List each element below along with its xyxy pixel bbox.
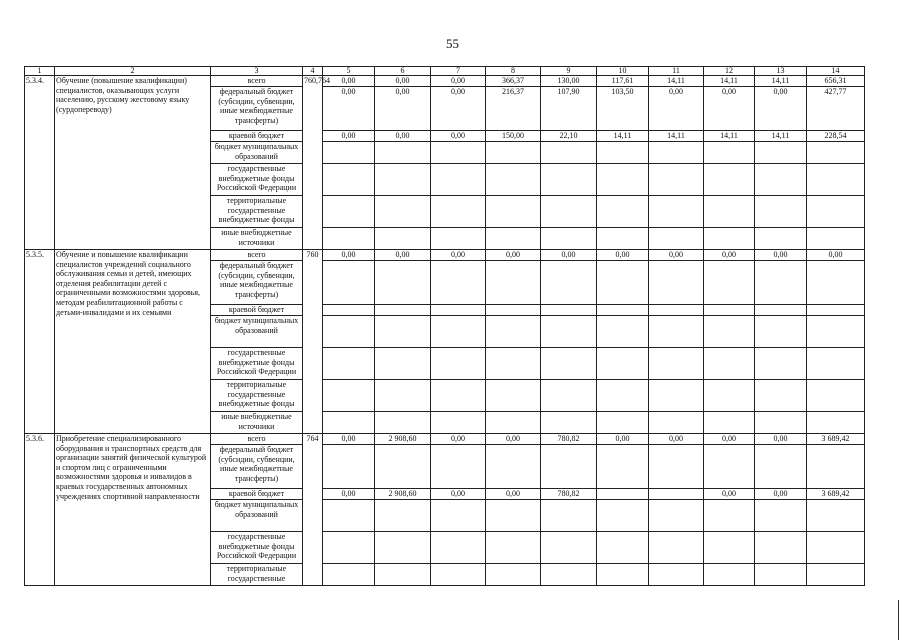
amount-cell [431,164,486,196]
budget-code: 760,764 [303,76,323,250]
amount-cell [541,412,597,434]
funding-source: бюджет муниципальных образований [211,316,303,348]
amount-cell [649,305,704,316]
column-number-row [25,67,865,76]
measure-name: Обучение и повышение квалификации специалистов учреждений социального обслуживания семьи и детей, имеющих отделения реабилитации детей с ограниченными возможностями здоровья, методам реабилитационной работы с детьми-инвалидами и их семьями [55,250,211,434]
funding-source: всего [211,250,303,261]
amount-cell [541,348,597,380]
amount-cell: 0,00 [323,131,375,142]
amount-cell [649,261,704,305]
funding-source: территориальные государственные внебюджетные фонды [211,380,303,412]
amount-cell [755,142,807,164]
table-row [25,76,865,87]
amount-cell [597,305,649,316]
amount-cell: 0,00 [704,434,755,445]
amount-cell: 0,00 [375,76,431,87]
amount-cell: 0,00 [755,489,807,500]
amount-cell [541,196,597,228]
amount-cell: 14,11 [755,76,807,87]
amount-cell: 0,00 [704,489,755,500]
funding-source: краевой бюджет [211,131,303,142]
amount-cell [704,142,755,164]
amount-cell [375,500,431,532]
amount-cell [431,228,486,250]
amount-cell [486,380,541,412]
amount-cell [704,196,755,228]
amount-cell [807,532,865,564]
amount-cell: 0,00 [649,250,704,261]
funding-source: территориальные государственные [211,564,303,586]
amount-cell [807,445,865,489]
amount-cell [541,164,597,196]
funding-source: краевой бюджет [211,305,303,316]
amount-cell [649,316,704,348]
amount-cell [755,380,807,412]
amount-cell: 0,00 [649,434,704,445]
amount-cell [431,532,486,564]
amount-cell [486,164,541,196]
amount-cell [323,380,375,412]
amount-cell: 14,11 [704,76,755,87]
amount-cell: 0,00 [486,250,541,261]
amount-cell [541,316,597,348]
amount-cell: 0,00 [755,434,807,445]
amount-cell [704,412,755,434]
amount-cell [486,196,541,228]
amount-cell: 228,54 [807,131,865,142]
amount-cell [375,196,431,228]
amount-cell [323,316,375,348]
amount-cell [597,348,649,380]
amount-cell [755,532,807,564]
amount-cell [323,412,375,434]
amount-cell [375,412,431,434]
amount-cell: 0,00 [704,250,755,261]
budget-code: 760 [303,250,323,434]
amount-cell [755,445,807,489]
amount-cell: 0,00 [704,87,755,131]
budget-table [24,66,865,586]
amount-cell: 14,11 [704,131,755,142]
column-number: 7 [431,67,486,76]
amount-cell [323,228,375,250]
amount-cell [755,305,807,316]
table-row [25,434,865,445]
amount-cell [323,564,375,586]
column-number: 5 [323,67,375,76]
amount-cell: 0,00 [755,250,807,261]
amount-cell [375,380,431,412]
amount-cell [649,564,704,586]
amount-cell [807,380,865,412]
amount-cell [649,412,704,434]
funding-source: государственные внебюджетные фонды Российской Федерации [211,348,303,380]
amount-cell [597,261,649,305]
amount-cell [807,564,865,586]
amount-cell: 2 908,60 [375,434,431,445]
amount-cell: 780,82 [541,434,597,445]
amount-cell: 780,82 [541,489,597,500]
scan-edge-line [898,600,899,640]
amount-cell: 0,00 [323,434,375,445]
measure-name: Обучение (повышение квалификации) специалистов, оказывающих услуги населению, русскому жестовому языку (сурдопереводу) [55,76,211,250]
amount-cell [704,348,755,380]
amount-cell [597,489,649,500]
amount-cell [755,316,807,348]
amount-cell [486,412,541,434]
amount-cell: 14,11 [597,131,649,142]
amount-cell [431,316,486,348]
amount-cell [323,164,375,196]
amount-cell [704,228,755,250]
amount-cell [431,196,486,228]
amount-cell: 0,00 [375,250,431,261]
column-number: 8 [486,67,541,76]
amount-cell [486,228,541,250]
amount-cell: 2 908,60 [375,489,431,500]
amount-cell: 117,61 [597,76,649,87]
amount-cell [597,445,649,489]
amount-cell [486,142,541,164]
column-number: 14 [807,67,865,76]
amount-cell [755,228,807,250]
amount-cell: 107,90 [541,87,597,131]
column-number: 13 [755,67,807,76]
amount-cell [807,261,865,305]
amount-cell [541,380,597,412]
column-number: 4 [303,67,323,76]
amount-cell: 103,50 [597,87,649,131]
amount-cell [431,261,486,305]
column-number: 9 [541,67,597,76]
amount-cell [649,489,704,500]
funding-source: федеральный бюджет (субсидии, субвенции, иные межбюджетные трансферты) [211,87,303,131]
amount-cell: 0,00 [323,250,375,261]
column-number: 3 [211,67,303,76]
amount-cell: 0,00 [431,131,486,142]
amount-cell: 0,00 [431,87,486,131]
amount-cell [323,445,375,489]
amount-cell [486,261,541,305]
funding-source: федеральный бюджет (субсидии, субвенции, иные межбюджетные трансферты) [211,445,303,489]
column-number: 6 [375,67,431,76]
amount-cell [597,500,649,532]
amount-cell [649,228,704,250]
amount-cell [486,564,541,586]
amount-cell [375,164,431,196]
funding-source: государственные внебюджетные фонды Российской Федерации [211,532,303,564]
amount-cell: 0,00 [323,87,375,131]
amount-cell [541,500,597,532]
amount-cell [649,142,704,164]
column-number: 11 [649,67,704,76]
amount-cell [597,228,649,250]
funding-source: территориальные государственные внебюджетные фонды [211,196,303,228]
amount-cell [649,380,704,412]
amount-cell [541,228,597,250]
amount-cell [807,164,865,196]
amount-cell [541,532,597,564]
amount-cell: 0,00 [375,131,431,142]
amount-cell [323,261,375,305]
amount-cell [704,564,755,586]
funding-source: краевой бюджет [211,489,303,500]
amount-cell [431,348,486,380]
amount-cell: 0,00 [431,434,486,445]
amount-cell [704,316,755,348]
amount-cell: 0,00 [486,489,541,500]
row-index: 5.3.5. [25,250,55,434]
amount-cell [649,500,704,532]
amount-cell [755,564,807,586]
amount-cell: 427,77 [807,87,865,131]
funding-source: государственные внебюджетные фонды Российской Федерации [211,164,303,196]
amount-cell [755,164,807,196]
amount-cell [704,261,755,305]
budget-code: 764 [303,434,323,586]
amount-cell [541,564,597,586]
amount-cell [755,196,807,228]
amount-cell [486,305,541,316]
amount-cell [375,445,431,489]
amount-cell: 0,00 [486,434,541,445]
amount-cell [541,261,597,305]
funding-source: федеральный бюджет (субсидии, субвенции, иные межбюджетные трансферты) [211,261,303,305]
amount-cell: 14,11 [649,131,704,142]
amount-cell [649,445,704,489]
amount-cell [597,142,649,164]
column-number: 1 [25,67,55,76]
amount-cell: 22,10 [541,131,597,142]
amount-cell [807,316,865,348]
amount-cell [375,305,431,316]
amount-cell [486,348,541,380]
amount-cell [755,261,807,305]
amount-cell [323,196,375,228]
amount-cell [541,305,597,316]
amount-cell [431,412,486,434]
amount-cell [486,445,541,489]
amount-cell [807,142,865,164]
amount-cell [431,500,486,532]
amount-cell: 0,00 [431,76,486,87]
amount-cell: 0,00 [597,250,649,261]
amount-cell [597,164,649,196]
amount-cell [323,348,375,380]
amount-cell [431,445,486,489]
amount-cell [649,196,704,228]
amount-cell [649,164,704,196]
measure-name: Приобретение специализированного оборудования и транспортных средств для организации занятий физической культурой и спортом лиц с ограниченными возможностями здоровья и инвалидов в краевых государственных автономных учреждениях спортивной направленности [55,434,211,586]
amount-cell [755,348,807,380]
row-index: 5.3.4. [25,76,55,250]
amount-cell: 656,31 [807,76,865,87]
column-number: 12 [704,67,755,76]
amount-cell: 0,00 [375,87,431,131]
amount-cell [807,196,865,228]
amount-cell [323,142,375,164]
amount-cell [704,305,755,316]
funding-source: всего [211,76,303,87]
funding-source: бюджет муниципальных образований [211,142,303,164]
amount-cell [375,261,431,305]
amount-cell [704,500,755,532]
amount-cell [597,564,649,586]
amount-cell: 0,00 [649,87,704,131]
amount-cell [431,305,486,316]
amount-cell [323,532,375,564]
amount-cell [486,500,541,532]
funding-source: бюджет муниципальных образований [211,500,303,532]
row-index: 5.3.6. [25,434,55,586]
amount-cell [323,500,375,532]
amount-cell: 0,00 [541,250,597,261]
amount-cell [597,532,649,564]
amount-cell [755,500,807,532]
amount-cell: 0,00 [807,250,865,261]
amount-cell [807,500,865,532]
amount-cell [597,316,649,348]
amount-cell [323,305,375,316]
page-number: 55 [446,36,459,51]
amount-cell [704,164,755,196]
amount-cell [375,142,431,164]
amount-cell [486,532,541,564]
amount-cell: 3 689,42 [807,434,865,445]
amount-cell [597,196,649,228]
amount-cell [807,348,865,380]
funding-source: иные внебюджетные источники [211,412,303,434]
amount-cell: 0,00 [597,434,649,445]
amount-cell [375,532,431,564]
amount-cell: 0,00 [431,489,486,500]
amount-cell [807,228,865,250]
amount-cell [431,380,486,412]
amount-cell [541,142,597,164]
amount-cell [486,316,541,348]
amount-cell [704,380,755,412]
amount-cell [649,532,704,564]
amount-cell [597,412,649,434]
amount-cell [649,348,704,380]
amount-cell [807,305,865,316]
amount-cell [375,316,431,348]
amount-cell [704,532,755,564]
amount-cell: 216,37 [486,87,541,131]
column-number: 10 [597,67,649,76]
amount-cell: 130,00 [541,76,597,87]
amount-cell [755,412,807,434]
funding-source: иные внебюджетные источники [211,228,303,250]
amount-cell: 150,00 [486,131,541,142]
amount-cell [597,380,649,412]
amount-cell [375,348,431,380]
funding-source: всего [211,434,303,445]
amount-cell [375,564,431,586]
amount-cell: 0,00 [323,76,375,87]
amount-cell [807,412,865,434]
table-row [25,250,865,261]
amount-cell [704,445,755,489]
amount-cell: 0,00 [755,87,807,131]
column-number: 2 [55,67,211,76]
amount-cell: 0,00 [431,250,486,261]
amount-cell [375,228,431,250]
amount-cell: 366,37 [486,76,541,87]
amount-cell [431,564,486,586]
amount-cell [541,445,597,489]
amount-cell: 14,11 [649,76,704,87]
amount-cell [431,142,486,164]
amount-cell: 3 689,42 [807,489,865,500]
amount-cell: 14,11 [755,131,807,142]
amount-cell: 0,00 [323,489,375,500]
